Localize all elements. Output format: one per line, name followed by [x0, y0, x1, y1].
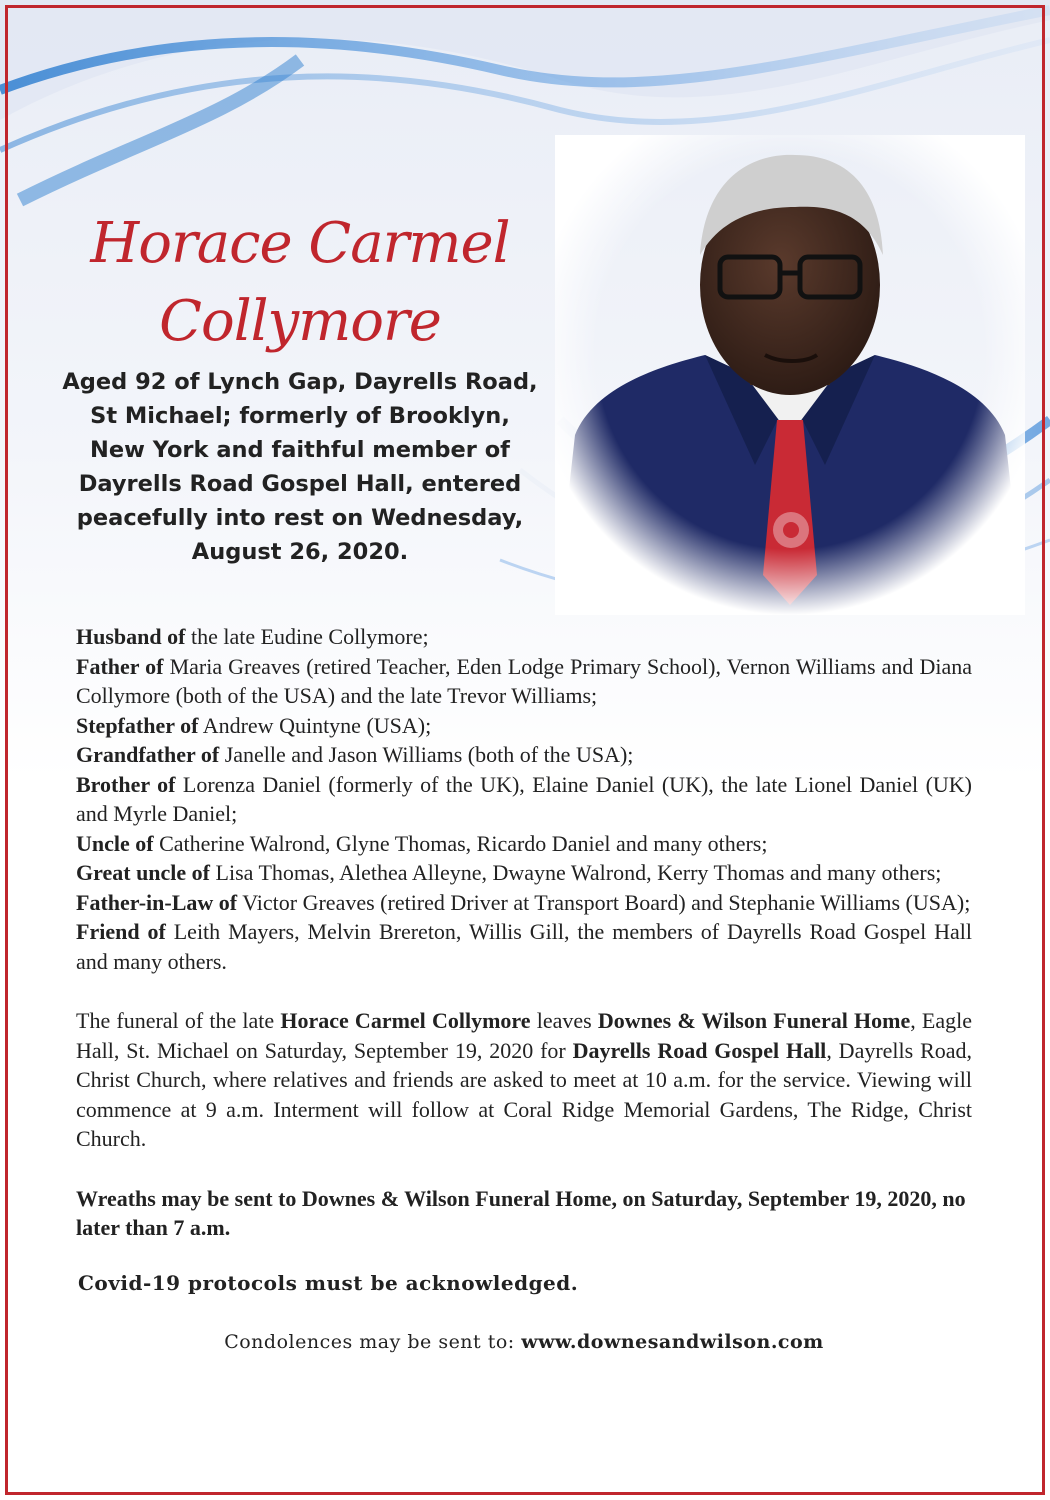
relation-label: Uncle of — [76, 830, 154, 856]
intro-paragraph: Aged 92 of Lynch Gap, Dayrells Road, St Michael; formerly of Brooklyn, New York and faithful member of Dayrells Road Gospel Hall, entered peacefully into rest on Wednesday, August 26, 2020. — [62, 369, 538, 565]
relation-text: Lisa Thomas, Alethea Alleyne, Dwayne Walrond, Kerry Thomas and many others; — [210, 860, 942, 885]
relation-label: Grandfather of — [76, 742, 220, 767]
relation-item — [76, 917, 972, 976]
relation-item — [76, 622, 972, 652]
relation-text: Andrew Quintyne (USA); — [198, 712, 432, 738]
relation-item — [76, 770, 972, 829]
relation-label: Father-in-Law of — [76, 889, 238, 915]
funeral-home-name: Downes & Wilson Funeral Home — [597, 1008, 911, 1033]
relation-text: Leith Mayers, Melvin Brereton, Willis Gill, the members of Dayrells Road Gospel Hall and many others. — [76, 919, 972, 974]
condolences-label: Condolences may be sent to: — [224, 1331, 522, 1353]
relation-label: Stepfather of — [76, 712, 199, 738]
condolences-line — [76, 1328, 972, 1358]
funeral-deceased-name: Horace Carmel Collymore — [280, 1008, 531, 1033]
relation-text: Victor Greaves (retired Driver at Transport Board) and Stephanie Williams (USA); — [237, 889, 971, 915]
church-name: Dayrells Road Gospel Hall — [572, 1037, 827, 1063]
relation-text: the late Eudine Collymore; — [185, 624, 429, 649]
funeral-text: leaves — [530, 1008, 598, 1033]
relation-text: Catherine Walrond, Glyne Thomas, Ricardo Daniel and many others; — [153, 830, 768, 856]
relation-label: Husband of — [76, 624, 186, 649]
relation-item — [76, 829, 972, 859]
relation-item — [76, 740, 972, 770]
deceased-name-line2: Collymore — [159, 289, 441, 354]
covid-notice: Covid-19 protocols must be acknowledged. — [78, 1270, 579, 1295]
relation-item — [76, 652, 972, 711]
relation-text: Janelle and Jason Williams (both of the USA); — [219, 742, 634, 767]
relation-label: Great uncle of — [76, 860, 211, 885]
relation-label: Friend of — [76, 919, 166, 944]
deceased-name-line1: Horace Carmel — [90, 211, 510, 276]
relation-item — [76, 858, 972, 888]
relations-list — [76, 622, 972, 976]
relation-label: Father of — [76, 653, 164, 679]
condolences-url: www.downesandwilson.com — [521, 1331, 824, 1353]
funeral-text: , Dayrells Road, Christ Church, where relatives and friends are asked to meet at 10 a.m. for the service. Viewing will commence at 9 a.m. Interment will follow at Coral Ridge Memorial Gardens, The Ridge, Christ Church. — [76, 1037, 973, 1151]
relation-text: Maria Greaves (retired Teacher, Eden Lodge Primary School), Vernon Williams and Diana Collymore (both of the USA) and the late Trevor Williams; — [76, 653, 972, 708]
relation-item — [76, 888, 972, 918]
deceased-name — [60, 205, 540, 361]
funeral-text: , Eagle Hall, St. Michael on Saturday, September 19, 2020 for — [76, 1008, 972, 1063]
funeral-details — [76, 1006, 972, 1154]
deceased-portrait — [555, 135, 1025, 615]
relation-label: Brother of — [76, 771, 176, 797]
funeral-text: The funeral of the late — [76, 1008, 281, 1033]
wreaths-notice: Wreaths may be sent to Downes & Wilson Funeral Home, on Saturday, September 19, 2020, no later than 7 a.m. — [76, 1185, 966, 1240]
relation-item — [76, 711, 972, 741]
obituary-body — [76, 622, 972, 1358]
relation-text: Lorenza Daniel (formerly of the UK), Elaine Daniel (UK), the late Lionel Daniel (UK) and Myrle Daniel; — [76, 771, 972, 826]
